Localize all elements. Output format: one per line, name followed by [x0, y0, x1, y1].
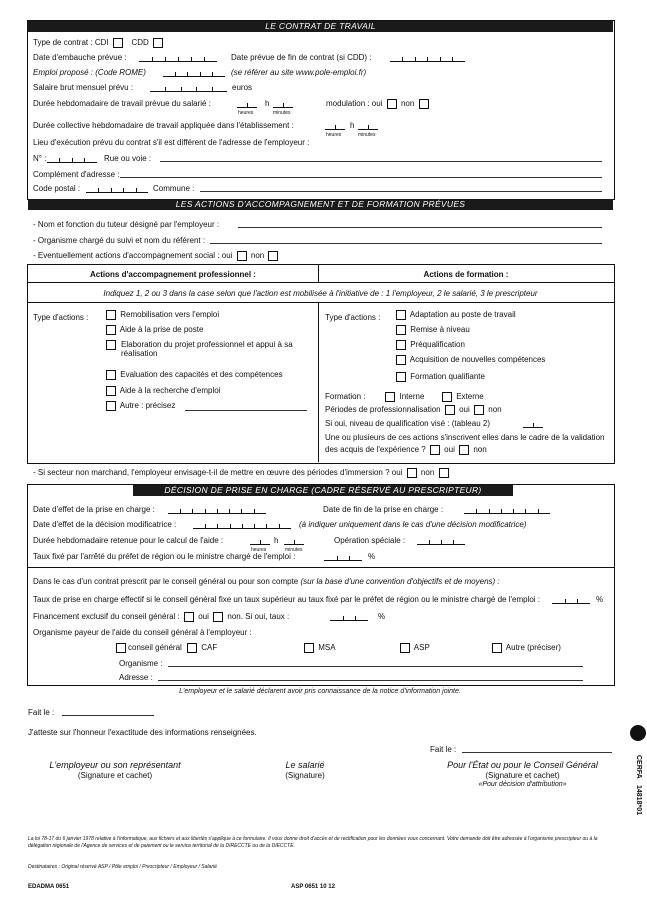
date-fin-prise-label: Date de fin de la prise en charge :	[323, 505, 444, 514]
code-right: ASP 0651 10 12	[291, 884, 335, 890]
periodes-label: Périodes de professionnalisation	[325, 405, 441, 415]
decision-header: DÉCISION DE PRISE EN CHARGE (CADRE RÉSERVÉ AU PRESCRIPTEUR)	[133, 485, 513, 496]
si-oui-taux-label: Si oui, taux :	[245, 612, 290, 622]
atteste-label: J'atteste sur l'honneur l'exactitude des informations renseignées.	[28, 728, 257, 737]
fait-le-2-label: Fait le :	[430, 745, 457, 754]
col-right-title: Actions de formation :	[423, 270, 509, 279]
etat-title: Pour l'État ou pour le Conseil Général	[447, 760, 598, 770]
niveau-label: Si oui, niveau de qualification visé : (tableau 2)	[325, 419, 490, 428]
accompagnement-non-label: non	[250, 251, 265, 261]
minutes-caption: minutes	[273, 110, 291, 116]
payeur-0-box[interactable]	[116, 643, 126, 653]
cdd-label: CDD	[131, 38, 149, 48]
taux-label: Taux fixé par l'arrêté du préfet de région ou le ministre chargé de l'emploi :	[33, 552, 296, 561]
organisme-suivi-input[interactable]	[210, 243, 602, 244]
duree-minutes-input[interactable]	[273, 99, 293, 108]
date-fin-input[interactable]	[390, 53, 465, 62]
date-fin-label: Date prévue de fin de contrat (si CDD) :	[231, 53, 372, 62]
left-type-actions-label: Type d'actions :	[33, 313, 89, 322]
fait-le-input[interactable]	[62, 715, 154, 716]
modif-note: (à indiquer uniquement dans le cas d'une décision modificatrice)	[299, 520, 527, 529]
tuteur-input[interactable]	[238, 227, 602, 228]
left-item-3[interactable]	[104, 370, 283, 380]
periodes-row	[325, 405, 502, 415]
financement-pct: %	[378, 612, 386, 621]
vae-non-label: non	[473, 445, 487, 454]
taux-input[interactable]	[324, 552, 362, 561]
duree-aide-h-label: h	[274, 536, 279, 545]
periodes-oui-label: oui	[459, 405, 470, 415]
date-effet-input[interactable]	[168, 505, 266, 514]
loi-note: La loi 78-17 du 6 janvier 1978 relative à l'informatique, aux fichiers et aux libertés s'applique à ce formulaire. Il vous donne droit d'accès et de rectification pour les données vous concernant. Votre demande doit être adressée à l'organisme prescripteur ou à la délégation régionale de l'Agence de services et de paiement ou le service territorial de la DIRECCTE ou de la DIECCTE.	[28, 836, 598, 849]
vae-label: Une ou plusieurs de ces actions s'inscrivent elles dans le cadre de la validation des acquis de l'expérience ?	[325, 433, 605, 454]
duree-aide-minutes-input[interactable]	[284, 536, 304, 545]
niveau-input[interactable]	[523, 419, 543, 428]
date-modif-label: Date d'effet de la décision modificatrice :	[33, 520, 177, 529]
right-item-3-box[interactable]	[396, 355, 406, 365]
actions-table-vdivider-bottom	[318, 302, 319, 462]
right-item-0-label: Adaptation au poste de travail	[409, 310, 516, 320]
date-modif-input[interactable]	[193, 520, 291, 529]
right-item-2-label: Préqualification	[410, 340, 465, 350]
payeur-4[interactable]	[490, 643, 561, 653]
employeur-sub: (Signature et cachet)	[77, 771, 153, 780]
left-item-2[interactable]	[104, 340, 309, 358]
vae-oui-checkbox[interactable]	[430, 445, 440, 455]
organisme-suivi-label: - Organisme chargé du suivi et nom du référent :	[33, 236, 206, 245]
type-contrat-label: Type de contrat : CDI	[33, 38, 109, 48]
left-item-4[interactable]	[104, 386, 220, 396]
payeur-0-label: conseil général	[128, 643, 182, 653]
organisme-payeur-label: Organisme payeur de l'aide du conseil général à l'employeur :	[33, 628, 252, 637]
emploi-note: (se référer au site www.pole-emploi.fr)	[231, 68, 367, 77]
payeur-1[interactable]	[185, 643, 217, 653]
left-item-2-label: Elaboration du projet professionnel et appui à sa réalisation	[121, 340, 293, 358]
immersion-oui-checkbox[interactable]	[407, 468, 417, 478]
financement-taux-input[interactable]	[330, 612, 368, 621]
date-fin-prise-input[interactable]	[464, 505, 550, 514]
payeur-0[interactable]	[114, 643, 182, 653]
interne-checkbox[interactable]	[385, 392, 395, 402]
financement-oui-checkbox[interactable]	[184, 612, 194, 622]
payeur-4-label: Autre (préciser)	[505, 643, 561, 653]
modulation-non-checkbox[interactable]	[419, 99, 429, 109]
no-label: N° :	[33, 154, 47, 163]
right-item-4-label: Formation qualifiante	[410, 372, 485, 382]
modulation-oui-checkbox[interactable]	[387, 99, 397, 109]
rue-label: Rue ou voie :	[104, 154, 152, 163]
cerfa-logo	[630, 725, 646, 741]
payeur-2-label: MSA	[318, 643, 336, 653]
payeur-4-box[interactable]	[492, 643, 502, 653]
accompagnement-social-row	[33, 251, 280, 261]
col-left-title: Actions d'accompagnement professionnel :	[90, 270, 256, 279]
periodes-non-checkbox[interactable]	[474, 405, 484, 415]
immersion-row	[33, 468, 451, 478]
duree-heures-input[interactable]	[237, 99, 257, 108]
vae-oui-label: oui	[444, 445, 455, 454]
immersion-non-label: non	[420, 468, 435, 478]
organisme-input[interactable]	[168, 666, 583, 667]
type-contrat-row	[33, 38, 165, 48]
left-item-1[interactable]	[104, 325, 203, 335]
left-item-5[interactable]	[104, 401, 175, 411]
financement-oui-label: oui	[198, 612, 209, 622]
taux-pct: %	[368, 552, 376, 561]
code-left: EDADMA 0651	[28, 884, 70, 890]
payeur-2-box[interactable]	[304, 643, 314, 653]
commune-input[interactable]	[200, 191, 602, 192]
etat-sub2: «Pour décision d'attribution»	[478, 781, 567, 788]
salarie-sub: (Signature)	[285, 771, 325, 780]
employeur-title: L'employeur ou son représentant	[49, 760, 181, 770]
fait-le-2-input[interactable]	[462, 752, 612, 753]
left-item-0-box[interactable]	[106, 310, 116, 320]
cerfa-number: 14818*01	[635, 785, 642, 815]
left-item-1-label: Aide à la prise de poste	[119, 325, 204, 335]
no-input[interactable]	[47, 154, 97, 163]
decision-separator	[27, 567, 614, 568]
externe-checkbox[interactable]	[442, 392, 452, 402]
financement-non-checkbox[interactable]	[213, 612, 223, 622]
financement-non-label: non.	[227, 612, 243, 622]
modulation-row	[326, 99, 431, 109]
right-item-2[interactable]	[394, 340, 465, 350]
cas-contrat-label: Dans le cas d'un contrat prescrit par le conseil général ou pour son compte	[33, 577, 299, 586]
salaire-input[interactable]	[150, 83, 227, 92]
taux-cg-pct: %	[596, 595, 604, 604]
euros-label: euros	[232, 83, 253, 92]
operation-label: Opération spéciale :	[334, 536, 406, 545]
formation-label: Formation :	[325, 392, 366, 402]
right-item-3[interactable]	[394, 355, 545, 365]
duree-hebdo-label: Durée hebdomadaire de travail prévue du salarié :	[33, 99, 211, 108]
formation-row	[325, 392, 484, 402]
payeur-1-box[interactable]	[187, 643, 197, 653]
duree-aide-minutes-caption: minutes	[285, 547, 303, 553]
right-item-3-label: Acquisition de nouvelles compétences	[409, 355, 546, 365]
code-postal-input[interactable]	[86, 184, 148, 193]
adresse-label: Adresse :	[119, 673, 153, 682]
vae-row	[325, 432, 610, 456]
duree-aide-heures-input[interactable]	[250, 536, 270, 545]
destinataires-note: Destinataires : Original réservé ASP / Pôle emploi / Prescripteur / Employeur / Salarié	[28, 864, 217, 870]
payeur-3-label: ASP	[413, 643, 430, 653]
autre-precisez-input[interactable]	[185, 410, 307, 411]
fait-le-label: Fait le :	[28, 708, 55, 717]
actions-table-hrule-1	[27, 282, 614, 283]
code-postal-label: Code postal :	[33, 184, 81, 193]
right-item-4-box[interactable]	[396, 372, 406, 382]
cdi-checkbox[interactable]	[113, 38, 123, 48]
right-item-1-box[interactable]	[396, 325, 406, 335]
date-embauche-label: Date d'embauche prévue :	[33, 53, 127, 62]
modulation-non-label: non	[400, 99, 415, 109]
periodes-oui-checkbox[interactable]	[445, 405, 455, 415]
left-item-0-label: Remobilisation vers l'emploi	[120, 310, 220, 320]
collective-h-label: h	[350, 121, 355, 130]
actions-table-hrule-2	[27, 302, 614, 303]
heures-caption: heures	[238, 110, 254, 116]
right-item-1[interactable]	[394, 325, 470, 335]
emploi-label: Emploi proposé : (Code ROME)	[33, 68, 146, 77]
indiquez-note: Indiquez 1, 2 ou 3 dans la case selon que l'action est mobilisée à l'initiative de : 1 l'employeur, 2 le salarié, 3 le prescripteur	[103, 289, 538, 298]
cerfa-label: CERFA	[635, 755, 642, 779]
left-item-0[interactable]	[104, 310, 219, 320]
commune-label: Commune :	[153, 184, 195, 193]
accompagnement-oui-checkbox[interactable]	[237, 251, 247, 261]
etat-sub: (Signature et cachet)	[485, 771, 560, 780]
vae-non-checkbox[interactable]	[459, 445, 469, 455]
left-item-5-box[interactable]	[106, 401, 116, 411]
periodes-non-label: non	[488, 405, 502, 415]
organisme-label: Organisme :	[119, 659, 163, 668]
payeur-3-box[interactable]	[400, 643, 410, 653]
left-item-3-label: Evaluation des capacités et des compétences	[120, 370, 283, 380]
collective-minutes-input[interactable]	[358, 121, 378, 130]
accompagnement-non-checkbox[interactable]	[268, 251, 278, 261]
salaire-label: Salaire brut mensuel prévu :	[33, 83, 134, 92]
date-effet-label: Date d'effet de la prise en charge :	[33, 505, 155, 514]
left-item-1-box[interactable]	[106, 325, 116, 335]
code-rome-input[interactable]	[163, 68, 225, 77]
taux-cg-input[interactable]	[552, 595, 590, 604]
collective-heures-caption: heures	[326, 132, 342, 138]
payeur-3[interactable]	[398, 643, 430, 653]
right-item-1-label: Remise à niveau	[410, 325, 470, 335]
right-item-4[interactable]	[394, 372, 485, 382]
complement-input[interactable]	[120, 177, 602, 178]
duree-aide-label: Durée hebdomadaire retenue pour le calcul de l'aide :	[33, 536, 224, 545]
financement-row	[33, 612, 289, 622]
left-item-4-label: Aide à la recherche d'emploi	[119, 386, 221, 396]
collective-heures-input[interactable]	[325, 121, 345, 130]
right-item-0-box[interactable]	[396, 310, 406, 320]
lieu-label: Lieu d'exécution prévu du contrat s'il est différent de l'adresse de l'employeur :	[33, 138, 310, 147]
duree-collective-label: Durée collective hebdomadaire de travail appliquée dans l'établissement :	[33, 121, 294, 130]
right-item-2-box[interactable]	[396, 340, 406, 350]
taux-cg-label: Taux de prise en charge effectif si le conseil général fixe un taux supérieur au taux fixé par le préfet de région ou le ministre chargé de l'emploi :	[33, 595, 540, 604]
left-item-4-box[interactable]	[106, 386, 116, 396]
left-item-5-label: Autre : précisez	[119, 401, 176, 411]
actions-header: LES ACTIONS D'ACCOMPAGNEMENT ET DE FORMATION PRÉVUES	[28, 199, 613, 210]
immersion-non-checkbox[interactable]	[439, 468, 449, 478]
accompagnement-social-label: - Eventuellement actions d'accompagnement social : oui	[33, 251, 233, 261]
left-item-2-box[interactable]	[106, 340, 116, 350]
cas-contrat-note: (sur la base d'une convention d'objectifs et de moyens) :	[300, 577, 500, 586]
interne-label: Interne	[399, 392, 425, 402]
adresse-input[interactable]	[158, 680, 583, 681]
right-item-0[interactable]	[394, 310, 516, 320]
externe-label: Externe	[456, 392, 484, 402]
right-type-actions-label: Type d'actions :	[325, 313, 381, 322]
operation-input[interactable]	[417, 536, 465, 545]
complement-label: Complément d'adresse :	[33, 170, 120, 179]
cdd-checkbox[interactable]	[153, 38, 163, 48]
payeur-1-label: CAF	[201, 643, 218, 653]
immersion-label: - Si secteur non marchand, l'employeur envisage-t-il de mettre en œuvre des périodes d'immersion ? oui	[33, 468, 403, 478]
cas-contrat-row	[33, 577, 500, 586]
payeur-2[interactable]	[302, 643, 336, 653]
salarie-title: Le salarié	[285, 760, 325, 770]
left-item-3-box[interactable]	[106, 370, 116, 380]
duree-aide-heures-caption: heures	[251, 547, 267, 553]
collective-minutes-caption: minutes	[358, 132, 376, 138]
date-embauche-input[interactable]	[139, 53, 217, 62]
declaration-note: L'employeur et le salarié déclarent avoir pris connaissance de la notice d'information jointe.	[179, 688, 461, 695]
modulation-label: modulation : oui	[326, 99, 383, 109]
rue-input[interactable]	[160, 161, 602, 162]
contrat-header: LE CONTRAT DE TRAVAIL	[28, 21, 613, 32]
h-label: h	[265, 99, 270, 108]
financement-label: Financement exclusif du conseil général :	[33, 612, 180, 622]
tuteur-label: - Nom et fonction du tuteur désigné par l'employeur :	[33, 220, 220, 229]
